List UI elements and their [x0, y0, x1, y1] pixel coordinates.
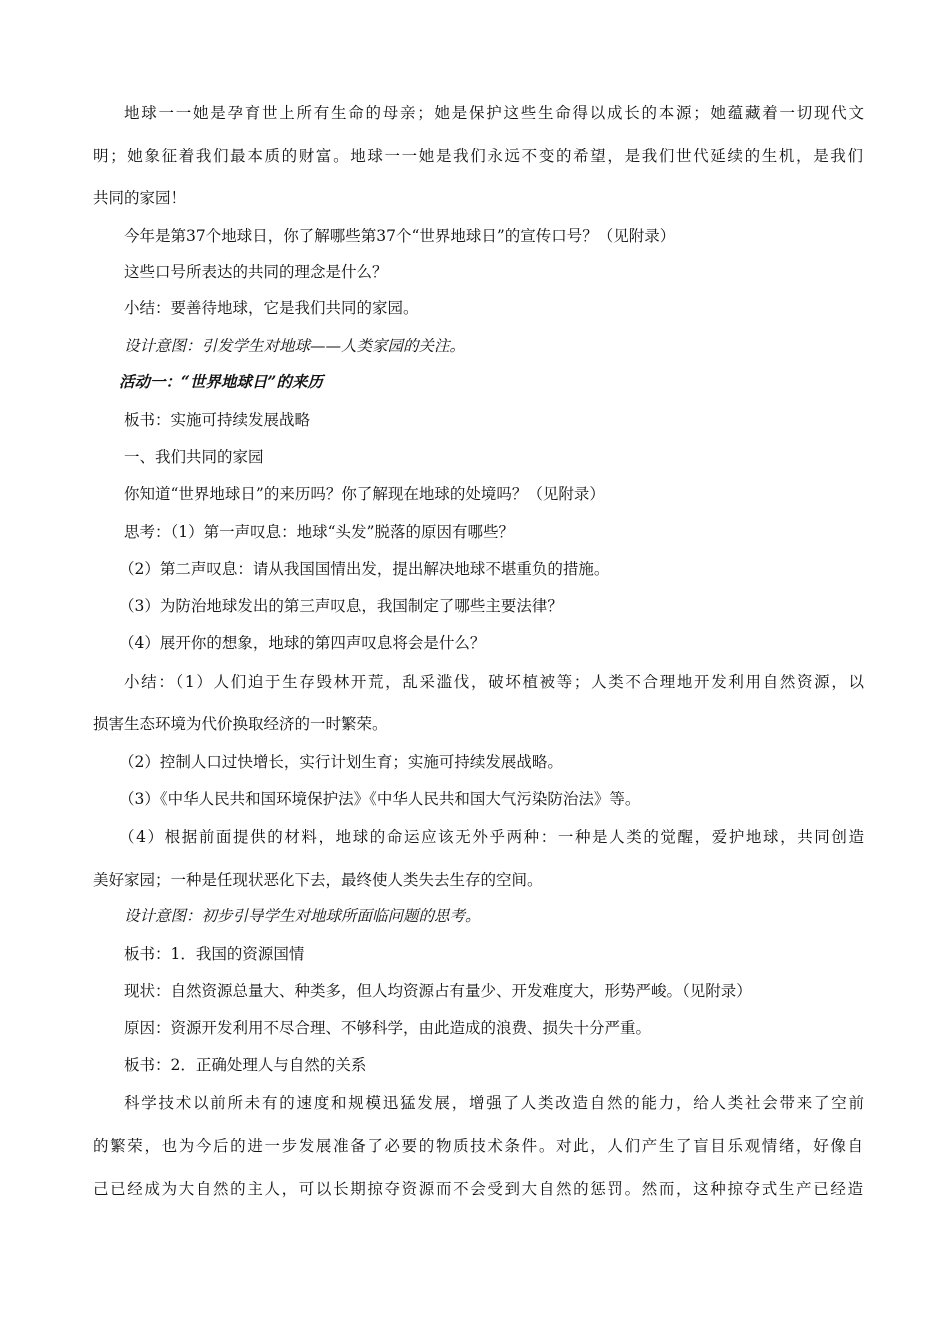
board-note: 板书：实施可持续发展战略: [124, 411, 311, 429]
paragraph-line: 科学技术以前所未有的速度和规模迅猛发展，增强了人类改造自然的能力，给人类社会带来了空前: [124, 1094, 864, 1112]
design-intent: 设计意图：初步引导学生对地球所面临问题的思考。: [124, 907, 481, 925]
paragraph-line: 今年是第37个地球日，你了解哪些第37个“世界地球日”的宣传口号？（见附录）: [124, 227, 676, 245]
question-line: （4）展开你的想象，地球的第四声叹息将会是什么？: [119, 634, 486, 652]
paragraph-line: 地球一一她是孕育世上所有生命的母亲；她是保护这些生命得以成长的本源；她蕴藏着一切现代文: [124, 104, 864, 122]
question-line: （2）第二声叹息：请从我国国情出发，提出解决地球不堪重负的措施。: [119, 560, 610, 578]
paragraph-line: 原因：资源开发利用不尽合理、不够科学，由此造成的浪费、损失十分严重。: [124, 1019, 652, 1037]
paragraph-line: 你知道“世界地球日”的来历吗？你了解现在地球的处境吗？（见附录）: [124, 485, 605, 503]
section-heading: 一、我们共同的家园: [124, 448, 264, 466]
design-intent: 设计意图：引发学生对地球——人类家园的关注。: [124, 337, 466, 355]
paragraph-line: 己已经成为大自然的主人，可以长期掠夺资源而不会受到大自然的惩罚。然而，这种掠夺式生产已经造: [93, 1180, 863, 1198]
activity-heading: 活动一：“世界地球日”的来历: [119, 372, 323, 391]
summary-line: 美好家园；一种是任现状恶化下去，最终使人类失去生存的空间。: [93, 871, 543, 889]
paragraph-line: 的繁荣，也为今后的进一步发展准备了必要的物质技术条件。对此，人们产生了盲目乐观情绪，好像自: [93, 1137, 863, 1155]
board-note: 板书：1．我国的资源国情: [124, 945, 305, 963]
summary-line: 损害生态环境为代价换取经济的一时繁荣。: [93, 715, 388, 733]
paragraph-line: 现状：自然资源总量大、种类多，但人均资源占有量少、开发难度大，形势严峻。（见附录）: [124, 982, 752, 1000]
board-note: 板书：2．正确处理人与自然的关系: [124, 1056, 367, 1074]
paragraph-line: 明；她象征着我们最本质的财富。地球一一她是我们永远不变的希望，是我们世代延续的生机，是我们: [93, 147, 863, 165]
question-line: 思考：（1）第一声叹息：地球“头发”脱落的原因有哪些？: [124, 523, 514, 541]
summary-line: （3）《中华人民共和国环境保护法》《中华人民共和国大气污染防治法》等。: [119, 790, 641, 808]
paragraph-line: 共同的家园！: [93, 189, 187, 207]
summary-line: 小结：要善待地球，它是我们共同的家园。: [124, 299, 419, 317]
question-line: （3）为防治地球发出的第三声叹息，我国制定了哪些主要法律？: [119, 597, 563, 615]
summary-line: （2）控制人口过快增长，实行计划生育；实施可持续发展战略。: [119, 753, 563, 771]
summary-line: 小结：（1）人们迫于生存毁林开荒，乱采滥伐，破坏植被等；人类不合理地开发利用自然资源，以: [124, 673, 864, 691]
summary-line: （4）根据前面提供的材料，地球的命运应该无外乎两种：一种是人类的觉醒，爱护地球，共同创造: [119, 828, 864, 846]
paragraph-line: 这些口号所表达的共同的理念是什么？: [124, 263, 388, 281]
